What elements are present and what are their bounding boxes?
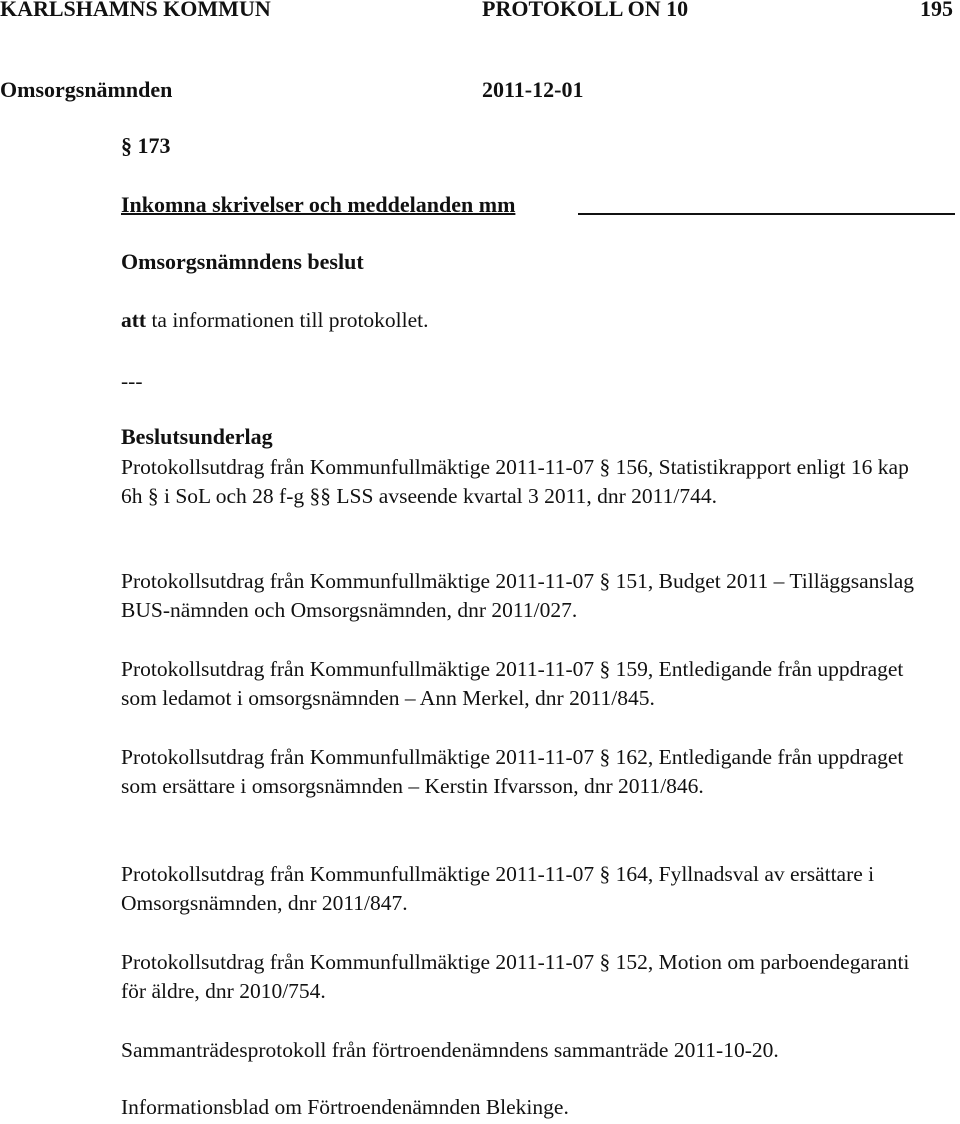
basis-item: Protokollsutdrag från Kommunfullmäktige 2011-11-07 § 152, Motion om parboendegaranti för äldre, dnr 2010/754. (121, 950, 910, 1003)
basis-item: Protokollsutdrag från Kommunfullmäktige 2011-11-07 § 151, Budget 2011 – Tilläggsanslag BUS-nämnden och Omsorgsnämnden, dnr 2011/027. (121, 569, 915, 622)
basis-item: Protokollsutdrag från Kommunfullmäktige 2011-11-07 § 156, Statistikrapport enligt 16 kap 6h § i SoL och 28 f-g §§ LSS avseende kvartal 3 2011, dnr 2011/744. (121, 455, 909, 508)
decision-heading: Omsorgsnämndens beslut (121, 249, 364, 274)
decision-body: ta informationen till protokollet. (146, 308, 429, 332)
decision-text (121, 306, 921, 335)
basis-item: Protokollsutdrag från Kommunfullmäktige 2011-11-07 § 162, Entledigande från uppdraget som ersättare i omsorgsnämnden – Kerstin Ifvarsson, dnr 2011/846. (121, 745, 904, 798)
basis-item: Protokollsutdrag från Kommunfullmäktige 2011-11-07 § 164, Fyllnadsval av ersättare i Omsorgsnämnden, dnr 2011/847. (121, 862, 875, 915)
section-title: Inkomna skrivelser och meddelanden mm (121, 192, 955, 218)
basis-item: Informationsblad om Förtroendenämnden Blekinge. (121, 1095, 569, 1119)
att-keyword: att (121, 308, 147, 332)
protocol-label: PROTOKOLL ON 10 (482, 0, 689, 21)
board-name: Omsorgsnämnden (0, 77, 173, 102)
section-number: § 173 (121, 133, 171, 158)
meeting-date: 2011-12-01 (482, 77, 584, 102)
municipality-name: KARLSHAMNS KOMMUN (0, 0, 271, 21)
separator: --- (121, 369, 143, 393)
page-number: 195 (920, 0, 953, 21)
basis-heading: Beslutsunderlag (121, 424, 273, 449)
basis-item: Protokollsutdrag från Kommunfullmäktige 2011-11-07 § 159, Entledigande från uppdraget som ledamot i omsorgsnämnden – Ann Merkel, dnr 2011/845. (121, 657, 904, 710)
basis-item: Sammanträdesprotokoll från förtroendenämndens sammanträde 2011-10-20. (121, 1038, 779, 1062)
